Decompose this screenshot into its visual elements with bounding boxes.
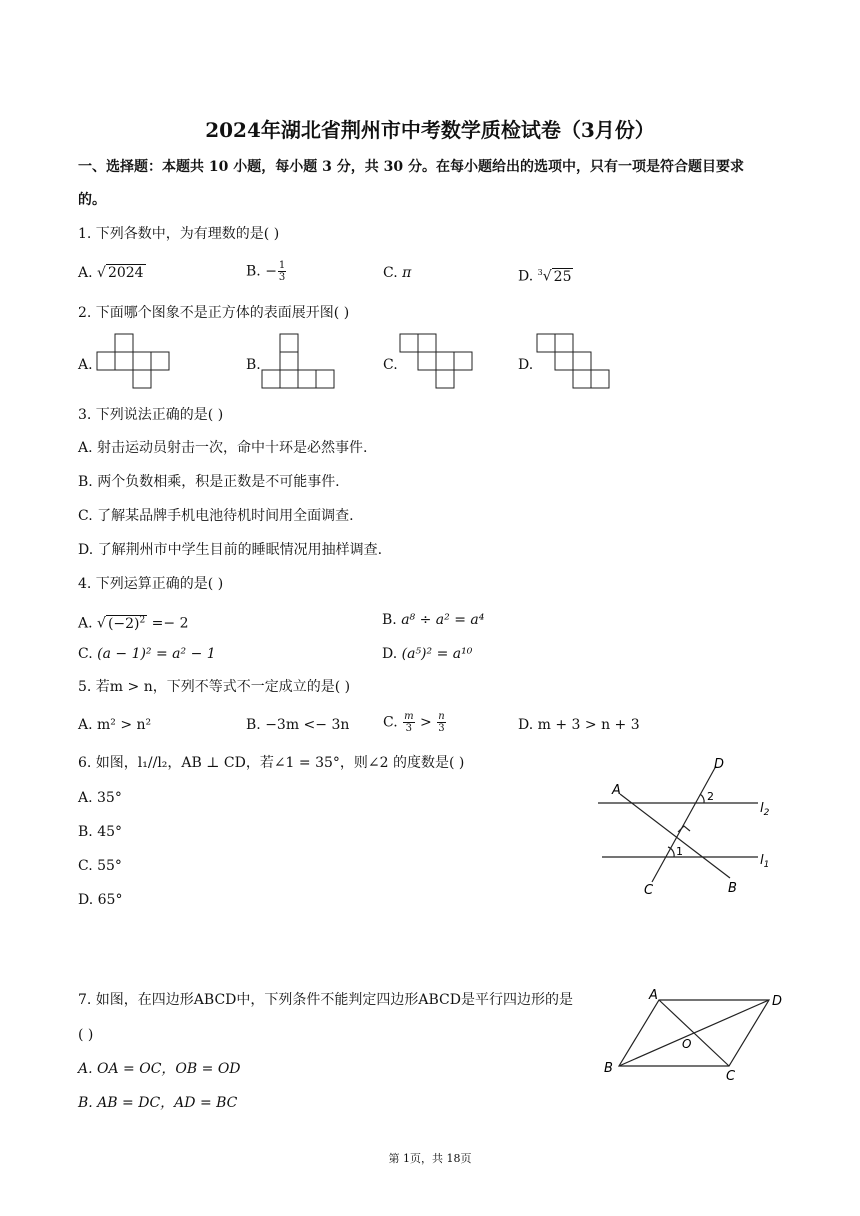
q5-stem: 5. 若m > n，下列不等式不一定成立的是( ) [78,679,351,695]
q3-option-d: D. 了解荆州市中学生目前的睡眠情况用抽样调查. [78,542,383,558]
q4-option-b: B. a⁸ ÷ a² = a⁴ [382,612,485,628]
q2-label-d: D. [518,357,534,373]
q2-label-b: B. [246,357,261,373]
q2-stem: 2. 下面哪个图象不是正方体的表面展开图( ) [78,305,350,321]
q6-option-b: B. 45° [78,824,123,840]
line-ab [620,794,730,878]
q1-option-a: A. √ 2024 [78,265,144,281]
q7-option-b: B. AB = DC，AD = BC [78,1095,238,1111]
line-l2-label: $l_2$ [760,801,770,818]
point-d-label: D [714,757,725,772]
q7-figure [598,988,798,1088]
point-a-label: A [612,783,621,798]
q5-option-d: D. m + 3 > n + 3 [518,717,640,733]
angle-1-label: 1 [676,845,683,858]
q3-option-b: B. 两个负数相乘，积是正数是不可能事件. [78,474,340,490]
q4-option-c: C. (a − 1)² = a² − 1 [78,646,216,662]
point-a-label: A [649,988,658,1003]
point-b-label: B [604,1061,613,1076]
q2-label-a: A. [78,357,93,373]
q5-option-a: A. m² > n² [78,717,152,733]
point-c-label: C [726,1069,736,1084]
net-a [97,334,169,388]
q4-stem: 4. 下列运算正确的是( ) [78,576,224,592]
net-c [400,334,472,388]
q4-option-d: D. (a⁵)² = a¹⁰ [382,646,473,662]
page-footer: 第 1页，共 18页 [388,1152,472,1165]
q3-option-c: C. 了解某品牌手机电池待机时间用全面调查. [78,508,354,524]
q6-option-d: D. 65° [78,892,123,908]
angle-2-label: 2 [707,790,714,803]
q5-option-b: B. −3m <− 3n [246,717,350,733]
point-b-label: B [728,881,737,896]
q7-stem: 7. 如图，在四边形ABCD中，下列条件不能判定四边形ABCD是平行四边形的是 [78,992,573,1008]
point-o-label: O [682,1037,692,1051]
q3-option-a: A. 射击运动员射击一次，命中十环是必然事件. [78,440,368,456]
net-b [262,334,334,388]
point-d-label: D [772,994,783,1009]
q1-stem: 1. 下列各数中，为有理数的是( ) [78,226,280,242]
q7-option-a: A. OA = OC，OB = OD [78,1061,241,1077]
q2-nets-figure [0,0,860,420]
line-l1-label: $l_1$ [760,853,770,870]
diagonal-bd [619,1000,769,1066]
q1-option-b: B. − $\frac{1}{3}$ [246,260,286,283]
net-d [537,334,609,388]
section-heading-line2: 的。 [78,192,106,208]
q2-label-c: C. [383,357,398,373]
q7-stem-bracket: ( ) [78,1027,94,1043]
section-heading-line1: 一、选择题：本题共 10 小题，每小题 3 分，共 30 分。在每小题给出的选项中，只有一项是符合题目要求 [78,159,744,175]
q6-stem: 6. 如图，l₁//l₂，AB ⊥ CD，若∠1 = 35°，则∠2 的度数是( ) [78,755,465,771]
page-title: 2024年湖北省荆州市中考数学质检试卷（3月份） [205,118,655,142]
q4-option-a: A. √ $(-2)^2 =- 2$ [78,615,189,632]
q3-stem: 3. 下列说法正确的是( ) [78,407,224,423]
point-c-label: C [644,883,654,898]
line-cd [652,766,716,882]
q5-option-c: C. $\frac{m}{3}$ > $\frac{n}{3}$ [383,711,445,734]
q6-figure [590,752,790,902]
angle-2-arc [700,794,704,803]
q1-option-c: C. π [383,265,412,281]
q6-option-a: A. 35° [78,790,122,806]
q6-option-c: C. 55° [78,858,122,874]
q1-option-d: D. $^3$√ 25 [518,268,572,285]
